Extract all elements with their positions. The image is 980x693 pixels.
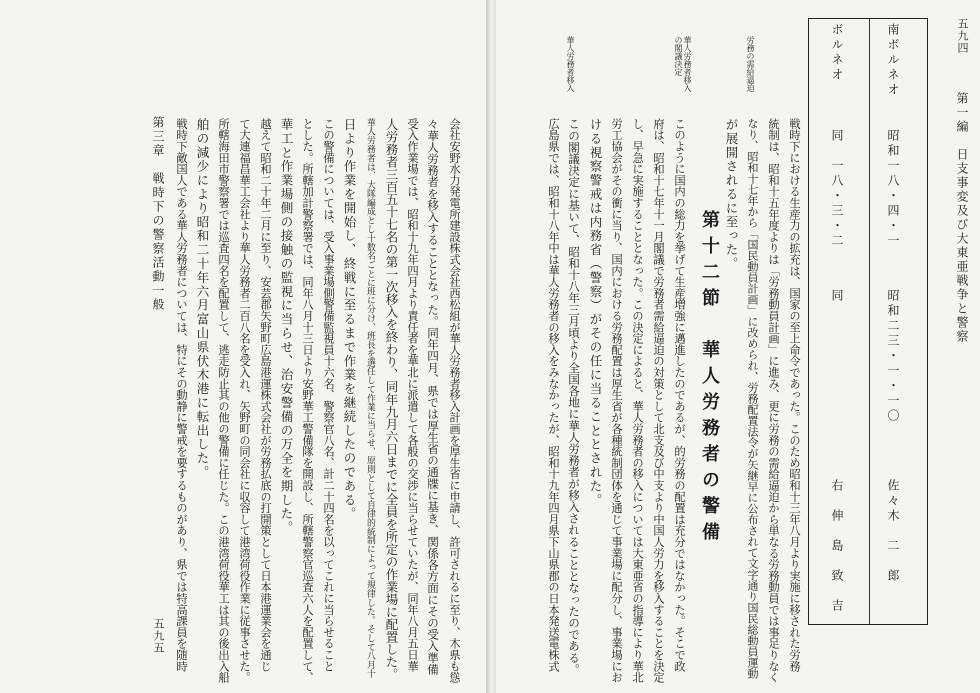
body-column: 受入作業場では、昭和十九年四月より責任者を華北に派遣して各般の交渉に当らせていたが、同年八月五日華 bbox=[406, 118, 419, 672]
body-column: ける視察警戒は内務省（警察）がその任に当ることとされた。 bbox=[588, 118, 603, 508]
body-column: 舶の減少により昭和二十年六月富山県伏木港に転出した。 bbox=[195, 118, 210, 480]
body-column: とした。所轄加計警察署では、同年八月十三日より安野華工警備隊を開設し、所轄警察官巡査六人を配置して、 bbox=[301, 118, 314, 683]
running-header: 第一編 日支事変及び大東亜戦争と警察 bbox=[955, 92, 969, 344]
intro-column: 戦時下における生産力の拡充は、国家の至上命令であった。このため昭和十三年八月より実施に移された労務 bbox=[788, 118, 801, 672]
table-cell: 佐々木 二 郎 bbox=[886, 479, 900, 584]
table-cell: 右 伸 島 致 吉 bbox=[830, 479, 844, 614]
section-title: 第十二節 華人労務者の警備 bbox=[699, 210, 720, 548]
right-page bbox=[496, 0, 980, 693]
table-cell: 同 一八・三・二 bbox=[830, 129, 844, 249]
intro-column: なり、昭和十七年から「国民動員計画」に改められ、労務配置法令が矢継早に公布されて文字通り国民総動員運動 bbox=[746, 118, 759, 679]
table-cell: 南ボルネオ bbox=[886, 23, 900, 98]
body-column: 越えて昭和二十年二月に至り、安芸郡矢野町広島港運株式会社が労務払底の打開策として日本港運業会を通じ bbox=[259, 118, 272, 672]
page-number: 五九五 bbox=[152, 618, 165, 654]
margin-note: 労務の需給逼迫 bbox=[746, 36, 755, 92]
margin-note: 華人労務者移入の閣議決定 bbox=[674, 36, 692, 92]
left-page bbox=[0, 0, 488, 693]
body-column: て大連福昌華工会社より華人労務者二百八名を受入れ、矢野町の同会社に収容して港湾荷役作業に従事させた。 bbox=[238, 118, 251, 683]
intro-column: 統制は、昭和十五年度よりは「労務動員計画」に進み、更に労務の需給逼迫から単なる労務動員では事足りなく bbox=[767, 118, 780, 683]
body-column: 労工協会がその衝に当り、国内における労務配置は厚生省が各種統制団体を通じて事業場に配分し、事業場にお bbox=[610, 118, 623, 683]
body-column: 会社安野水力発電所建設株式会社西松組が華人労務者移入計画を厚生省に申請し、許可されるに至り、木県も慫 bbox=[448, 118, 461, 683]
table-cell: 昭和一八・四・一 bbox=[886, 129, 900, 249]
body-column: この閣議決定に基いて、昭和十八年三月頃より全国各地に華人労務者が移入されることとなったのである。 bbox=[567, 118, 581, 675]
body-column: この警備については、受入事業場側警備監視員十六名、警察官八名、計二十四名を以ってこれに当らせること bbox=[322, 118, 335, 672]
table-cell: 同 bbox=[830, 289, 844, 304]
officer-table bbox=[808, 18, 928, 625]
body-column: 広島県では、昭和十八年中は華人労務者の移入をみなかったが、昭和十九年四月県下山県郡の日本発送電株式 bbox=[547, 118, 560, 672]
body-column: このように国内の総力を挙げて生産増強に邁進したのであるが、的労務の配置は充分ではなかった。そこで政 bbox=[673, 118, 686, 672]
body-column: 府は、昭和十七年十一月閣議で労務者需給逼迫の対策として北支及び中支より中国人労力を移入することを決定 bbox=[652, 118, 665, 683]
body-column: 華工と作業場側の接触の監視に当らせ、治安警備の万全を期した。 bbox=[279, 118, 294, 535]
body-column: 華人労務者は、大隊編成とし十数名ごとに班に分け、班長を選任して作業に当らせ、原則として自律的統制によって規律した。そして八月十 bbox=[365, 118, 375, 679]
table-cell: ボルネオ bbox=[830, 23, 844, 83]
chapter-header: 第三章 戦時下の警察活動一般 bbox=[151, 116, 165, 312]
body-column: 戦時下敵国人である華人労務者については、特にその動静に警戒を要するものがあり、県では特高課員を随時 bbox=[175, 118, 188, 672]
page-number: 五九四 bbox=[956, 18, 969, 54]
table-cell: 昭和二三・一・一〇 bbox=[886, 289, 900, 424]
body-column: し、早急に実施することとなった。この決定によると、華人労務者の移入については大東亜省の指導により華北 bbox=[631, 118, 644, 683]
margin-note: 華人労務者移入 bbox=[566, 36, 575, 92]
intro-column: が展開されるに至った。 bbox=[724, 118, 739, 271]
body-column: 所轄海田市警察署では巡査四名を配置して、逃走防止其の他の警備に任じた。この港湾荷役華工は其の後出入船 bbox=[217, 118, 230, 683]
body-column: 々華人労務者を移入することとなった。同年四月、県では厚生省の通牒に基き、関係各方面にその受入準備 bbox=[426, 118, 440, 675]
body-column: 人労務者三百五十七名の第一次移入を終わり、同年九月六日までに全員を所定の作業場に配置した。 bbox=[384, 118, 399, 681]
body-column: 日より作業を開始し、終戦に至るまで作業を継続したのである。 bbox=[342, 118, 357, 522]
